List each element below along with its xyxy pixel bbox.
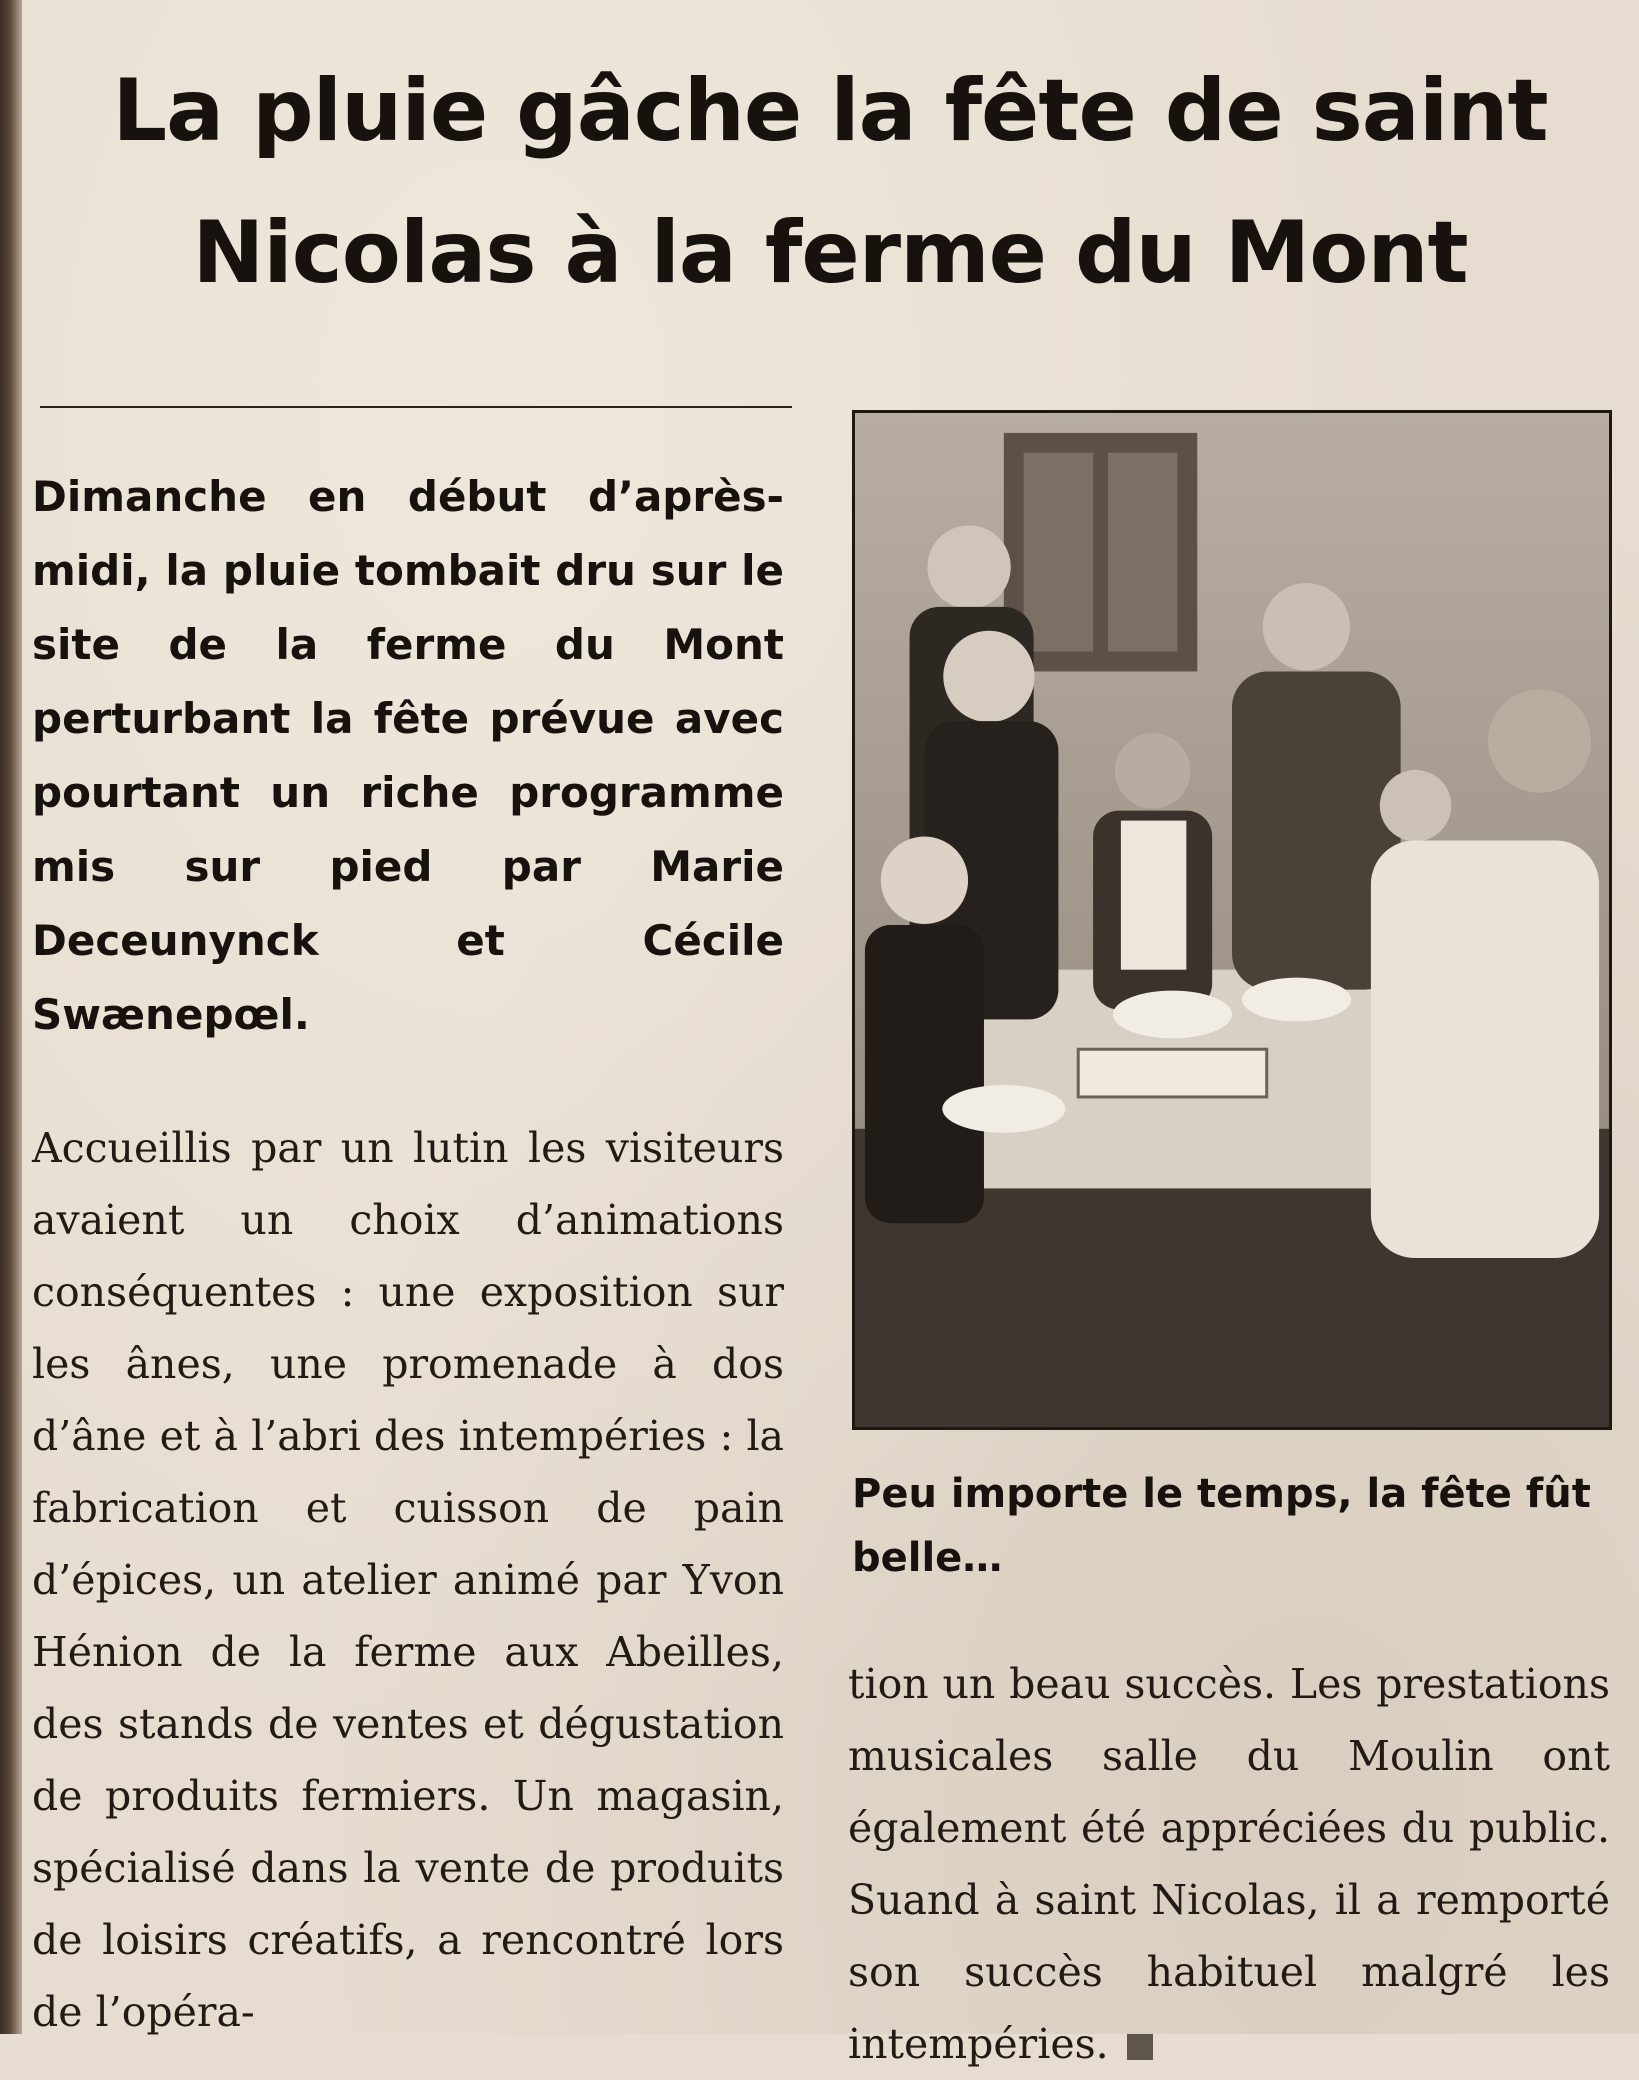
- left-column: [32, 460, 784, 2048]
- photo-window-shutter-right: [1108, 453, 1177, 652]
- photo-person-body: [1371, 840, 1599, 1258]
- end-of-article-mark: [1127, 2034, 1153, 2060]
- photo-caption: Peu importe le temps, la fête fût belle…: [852, 1471, 1591, 1581]
- page-edge-shadow: [0, 0, 22, 2034]
- photo-person-head: [943, 631, 1034, 722]
- right-column: [848, 1648, 1610, 2080]
- article-lede: Dimanche en début d’après-midi, la pluie tombait dru sur le site de la ferme du Mont perturbant la fête prévue avec pourtant un riche programme mis sur pied par Marie Deceunynck et Cécile Swænepœl.: [32, 472, 784, 1039]
- photo-person-head: [1263, 583, 1350, 670]
- photo-person-head: [881, 836, 968, 923]
- article-body-left: Accueillis par un lutin les visiteurs avaient un choix d’animations conséquentes : une exposition sur les ânes, une promenade à dos d’âne et à l’abri des intempéries : la fabrication et cuisson de pain d’épices, un atelier animé par Yvon Hénion de la ferme aux Abeilles, des stands de ventes et dégustation de produits fermiers. Un magasin, spécialisé dans la vente de produits de loisirs créatifs, a rencontré lors de l’opéra-: [32, 1124, 784, 2036]
- photo-bowl: [942, 1085, 1065, 1133]
- photo-illustration: [855, 413, 1609, 1427]
- article-body-right: tion un beau succès. Les prestations musicales salle du Moulin ont également été appréciées du public. Suand à saint Nicolas, il a remporté son succès habituel malgré les intempéries.: [848, 1660, 1610, 2068]
- column-rule: [40, 406, 792, 408]
- photo-window-shutter-left: [1024, 453, 1093, 652]
- photo-person-head: [1488, 689, 1591, 792]
- photo-apron: [1121, 821, 1186, 970]
- photo-person-head: [1115, 733, 1190, 809]
- photo-bowl: [1242, 978, 1351, 1022]
- article-headline: La pluie gâche la fête de saint Nicolas à la ferme du Mont: [112, 61, 1548, 303]
- photo-kitchen-scale: [1078, 1049, 1267, 1097]
- photo-person-head: [1380, 770, 1451, 842]
- photo-person-head: [927, 525, 1010, 609]
- article-photo: [852, 410, 1612, 1430]
- photo-bowl: [1113, 991, 1232, 1039]
- photo-person-body: [865, 925, 984, 1223]
